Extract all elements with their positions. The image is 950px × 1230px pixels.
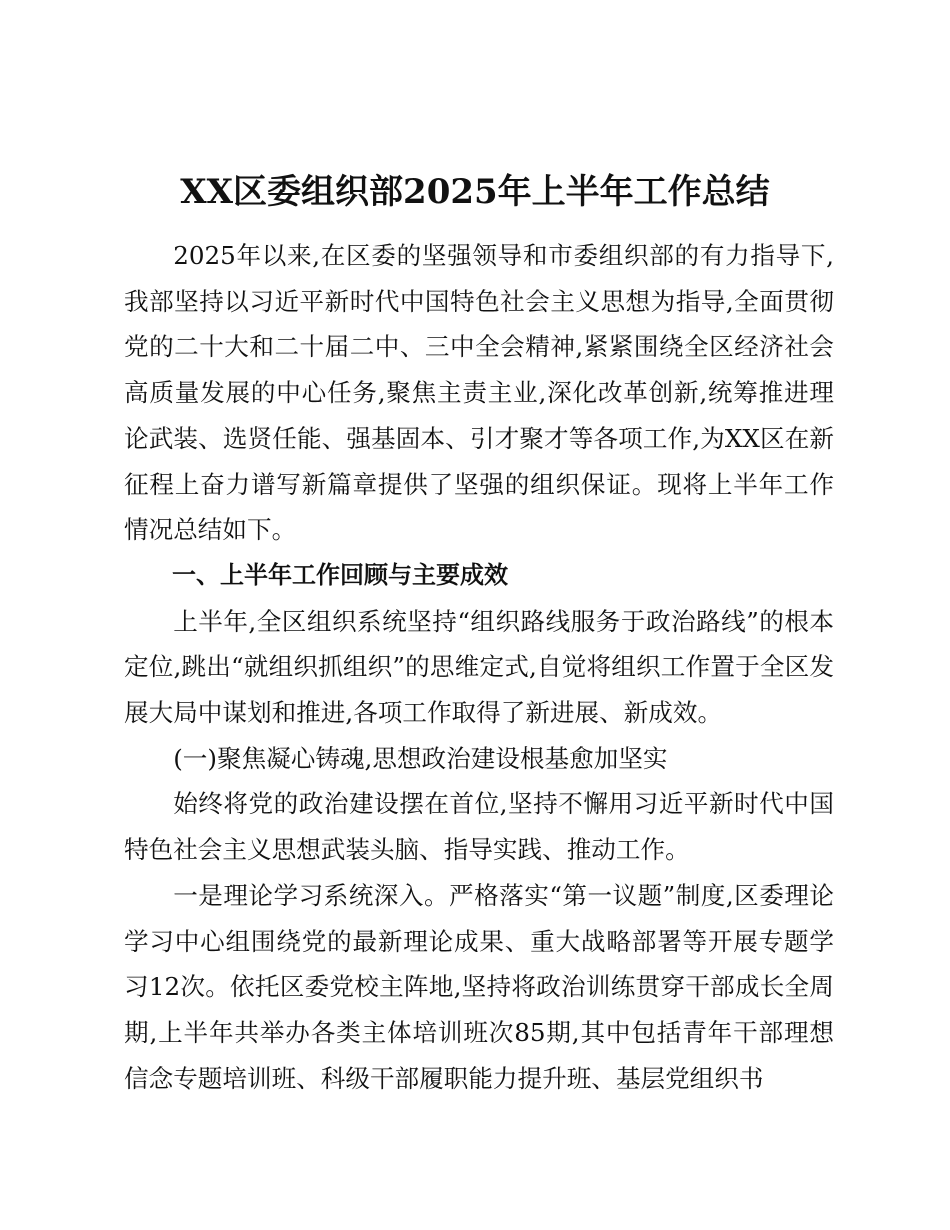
subsection-heading-ideology: (一)聚焦凝心铸魂,思想政治建设根基愈加坚实: [173, 743, 668, 773]
intro-paragraph: 2025年以来,在区委的坚强领导和市委组织部的有力指导下,我部坚持以习近平新时代中国特色社会主义思想为指导,全面贯彻党的二十大和二十届二中、三中全会精神,紧紧围绕全区经济社会高质量发展的中心任务,聚焦主责主业,深化改革创新,统筹推进理论武装、选贤任能、强基固本、引才聚才等各项工作,为XX区在新征程上奋力谱写新篇章提供了坚强的组织保证。现将上半年工作情况总结如下。: [124, 241, 834, 545]
subsection-ideology-paragraph: 始终将党的政治建设摆在首位,坚持不懈用习近平新时代中国特色社会主义思想武装头脑、指导实践、推动工作。: [124, 789, 834, 865]
section-review-paragraph: 上半年,全区组织系统坚持“组织路线服务于政治路线”的根本定位,跳出“就组织抓组织”的思维定式,自觉将组织工作置于全区发展大局中谋划和推进,各项工作取得了新进展、新成效。: [124, 606, 834, 728]
document-body: [124, 233, 834, 1101]
theory-study-paragraph: 一是理论学习系统深入。严格落实“第一议题”制度,区委理论学习中心组围绕党的最新理论成果、重大战略部署等开展专题学习12次。依托区委党校主阵地,坚持将政治训练贯穿干部成长全周期,上半年共举办各类主体培训班次85期,其中包括青年干部理想信念专题培训班、科级干部履职能力提升班、基层党组织书: [124, 880, 834, 1093]
document-title: XX区委组织部2025年上半年工作总结: [180, 172, 770, 212]
section-heading-review: 一、上半年工作回顾与主要成效: [172, 560, 508, 589]
